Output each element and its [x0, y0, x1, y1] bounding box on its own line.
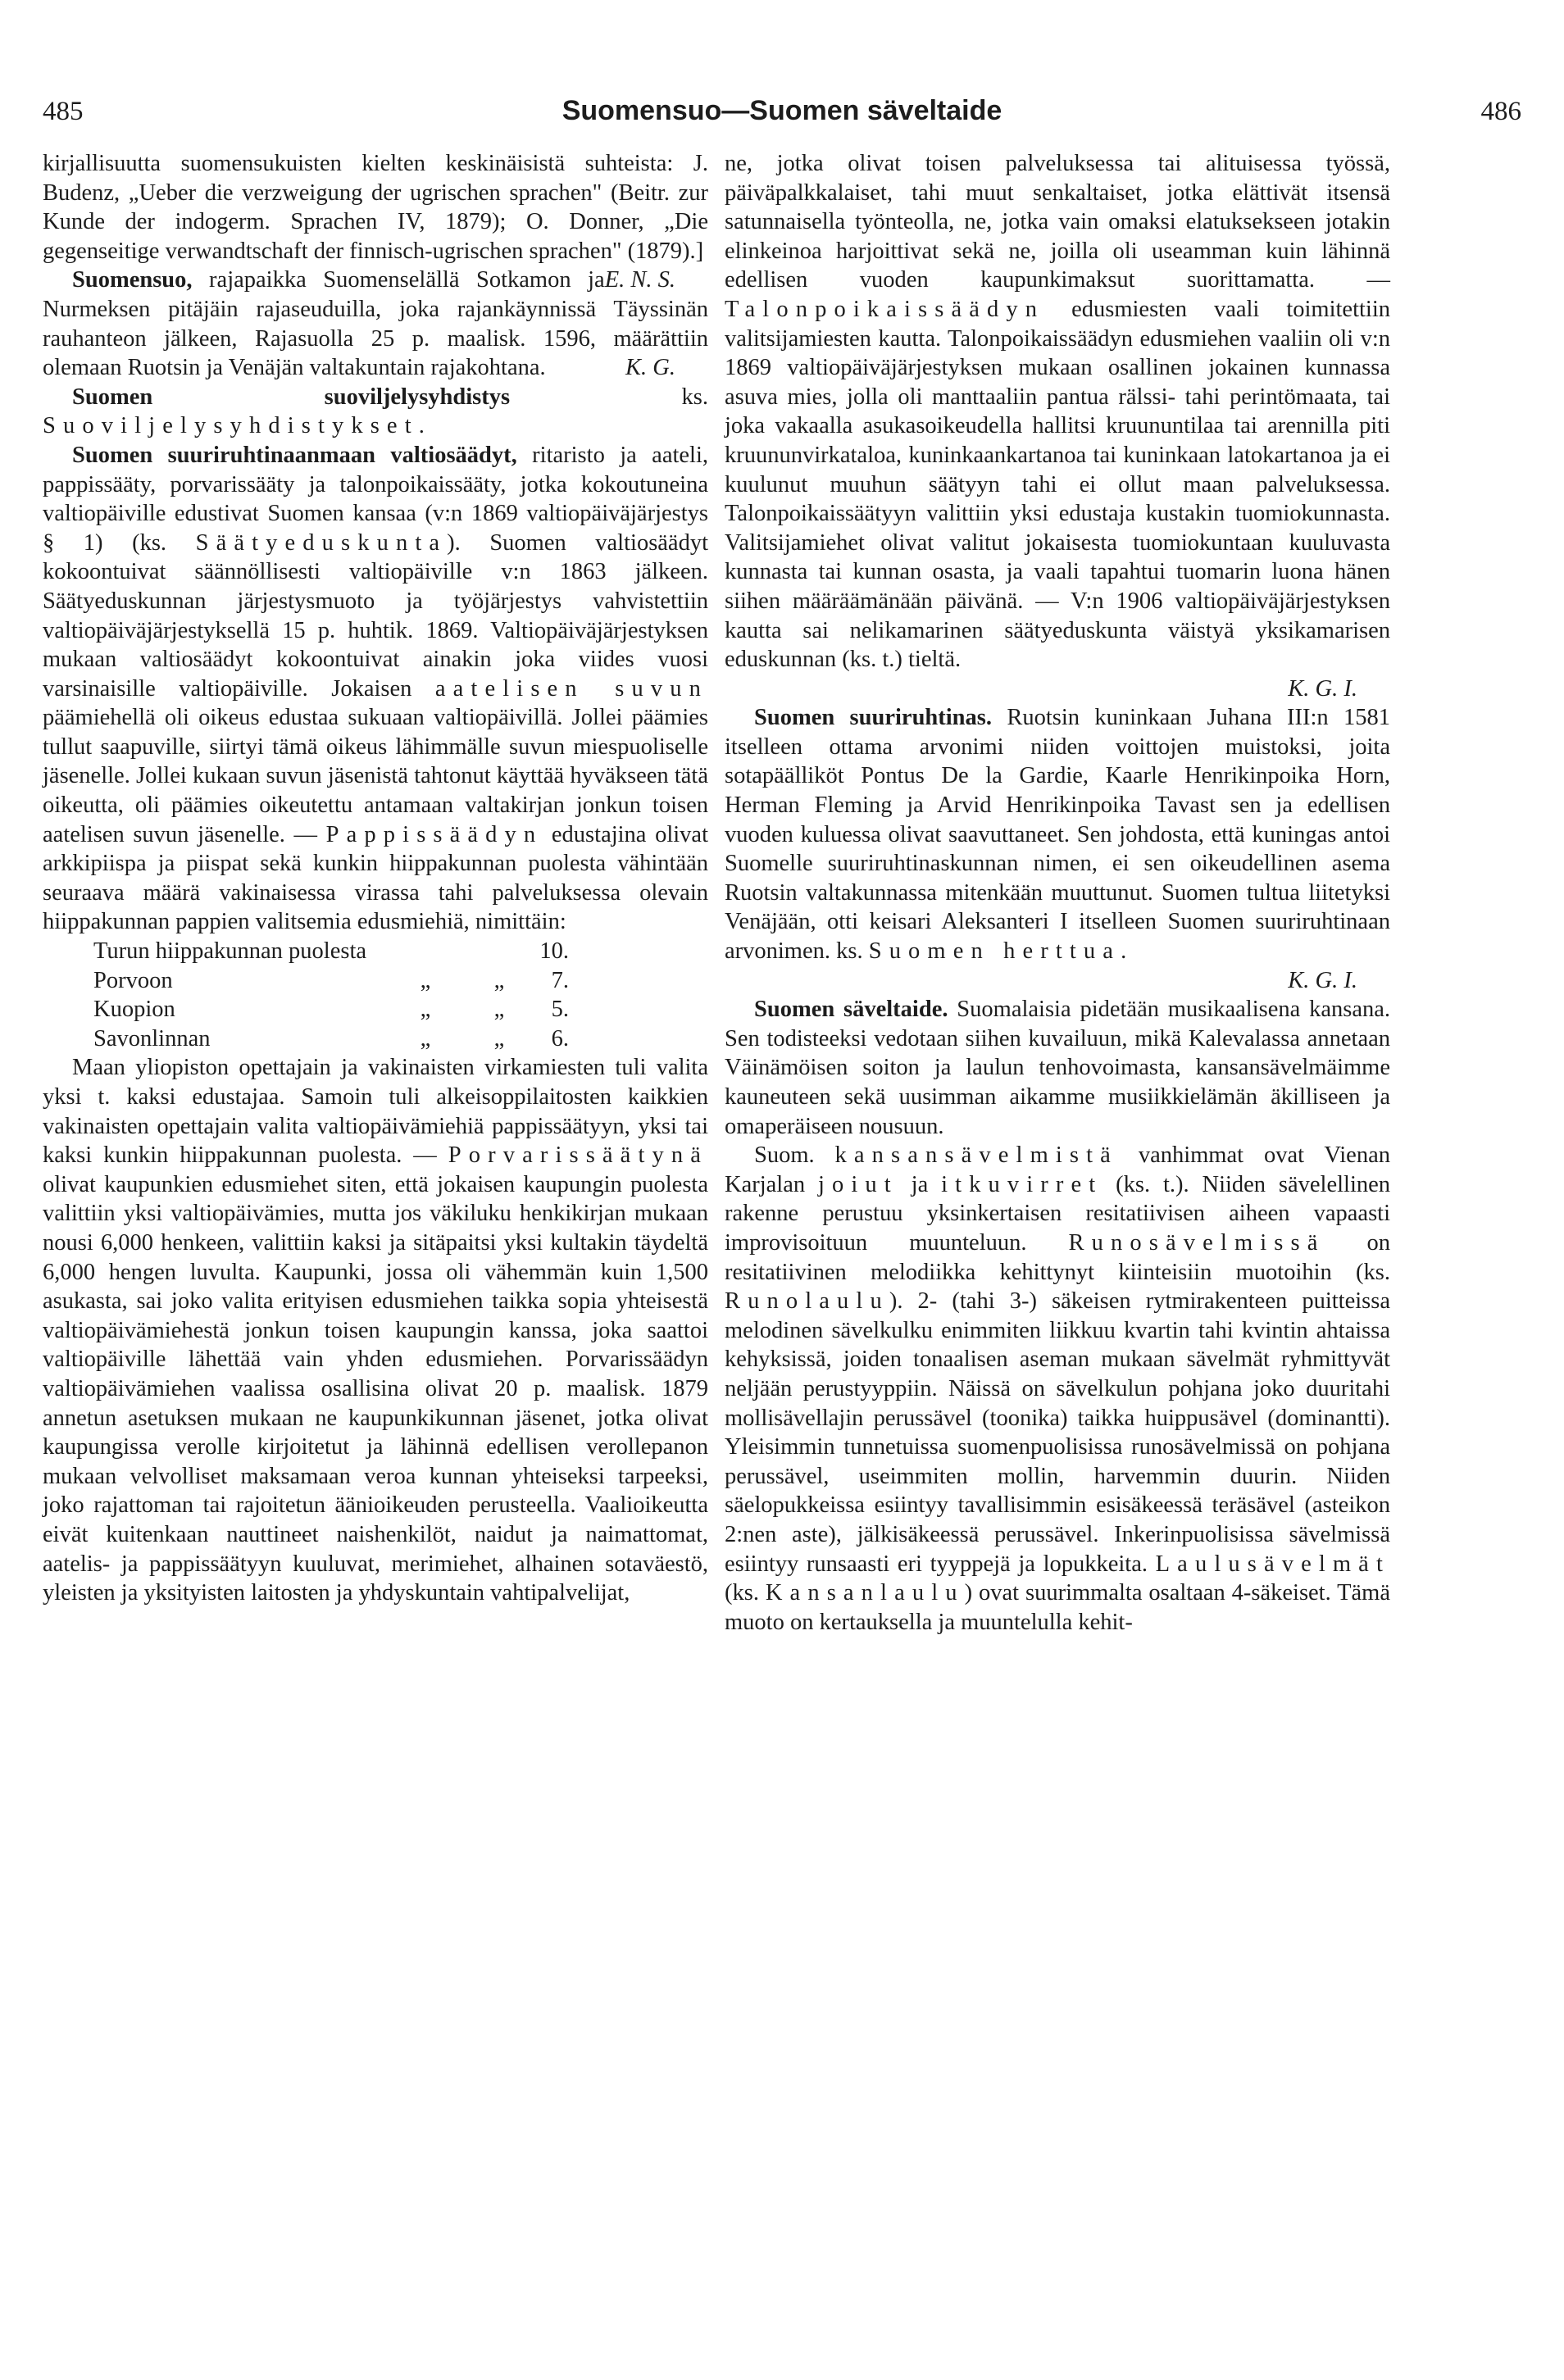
cross-reference: Säätyeduskunta	[195, 529, 448, 556]
entry-text: (ks. t.). Niiden sävelellinen rakenne perustuu yksinkertaisen resitatiivisen aiheen vapaasti improvisoituun muunteluun.	[725, 1171, 1391, 1256]
right-column	[725, 149, 1390, 1637]
spaced-term: joiut	[817, 1171, 898, 1197]
author-signature: E. N. S.	[604, 267, 675, 293]
entry-text: ) ovat suurimmalta osaltaan 4-säkeiset. Tämä muoto on kertauksella ja muuntelulla kehit-	[725, 1580, 1390, 1635]
author-signature: K. G.	[625, 355, 675, 381]
entry-suoviljelysyhdistys	[43, 383, 708, 441]
entry-text: ritaristo ja aateli, pappissääty, porvarissääty ja talonpoikaissääty, jotka kokoutuneina valtiopäiville edustivat Suomen kansaa (v:n 1869 valtiopäiväjärjestys § 1) (ks.	[43, 442, 708, 556]
spaced-term: itkuvirret	[941, 1171, 1103, 1197]
entry-text: edusmiesten vaali toimitettiin valitsijamiesten kautta. Talonpoikaissäädyn edusmiehen vaaliin oli v:n 1869 valtiopäiväjärjestyksen mukaan osallinen jokainen kunnassa asuva mies, jolla oli manttaaliin pantua rälssi- tahi perintömaata, tai joka vakaalla asukasoikeudella hallitsi kruununtilaa tai arennilla piti kruununvirkataloa, kuninkaankartanoa tai kuninkaan latokartanoa ja ei kuulunut muuhun säätyyn tahi ei ollut maan palveluksessa. Talonpoikaissäätyyn valittiin yksi edustaja kustakin tuomiokunnasta. Valitsijamiehet olivat valitut jokaisesta tuomiokuntaan kuuluvasta kunnasta tai kunnan osasta, ja vaali tapahtui tuomarin luona hänen siihen määräämänään päivänä. — V:n 1906 valtiopäiväjärjestyksen kautta sai nelikamarinen säätyeduskunta väistyä yksikamarisen eduskunnan (ks. t.) tieltä.	[725, 296, 1390, 673]
cross-reference: Kansanlaulu	[765, 1580, 965, 1606]
diocese-name: Kuopion	[93, 997, 175, 1023]
entry-text: ja	[898, 1171, 942, 1197]
entry-text: .	[1121, 938, 1127, 965]
cross-reference: Suoviljelysyhdistykset.	[43, 413, 432, 439]
diocese-count: 7.	[551, 967, 569, 993]
entry-text: ). Suomen valtiosäädyt kokoontuivat säännöllisesti valtiopäiville v:n 1863 jälkeen. Säätyeduskunnan järjestysmuoto ja työjärjestys vahvistettiin valtiopäiväjärjestyksellä 15 p. huhtik. 1869. Valtiopäiväjärjestyksen mukaan valtiosäädyt kokoontuivat ainakin joka viides vuosi varsinaisille valtiopäiville. Jokaisen	[43, 529, 708, 702]
entry-text: olivat kaupunkien edusmiehet siten, että jokaisen kaupungin puolesta valittiin yksi valtiopäivämies, mutta jos väkiluku henkikirjan mukaan nousi 6,000 henkeen, valittiin kaksi ja sitäpaitsi yksi kultakin täydeltä 6,000 hengen luvulta. Kaupunki, jossa oli vähemmän kuin 1,500 asukasta, sai joko valita erityisen edusmiehen taikka sopia yhteisestä valtiopäivämiehestä jonkun toisen kaupungin kanssa, joka saattoi valtiopäiville lähettää vain yhden edusmiehen. Porvarissäädyn valtiopäivämiehen vaalissa osallisina olivat 20 p. maalisk. 1879 annetun asetuksen mukaan ne kaupunkikunnan jäsenet, jotka olivat kaupungissa verolle kirjoitetut ja lähinnä edellisen verollepanon mukaan velvolliset maksamaan veroa kunnan yhteiseksi tarpeeksi, joko rajattoman tai rajoitetun äänioikeuden perusteella. Vaalioikeutta eivät kuitenkaan nauttineet naishenkilöt, naidut ja naimattomat, aatelis- ja pappissäätyyn kuuluvat, merimiehet, alhainen sotaväestö, yleisten ja yksityisten laitosten ja yhdyskuntain vahtipalvelijat,	[43, 1171, 708, 1606]
paragraph-text: kirjallisuutta suomensukuisten kielten keskinäisistä suhteista: J. Budenz, „Ueber die verzweigung der ugrischen sprachen" (Beitr. zur Kunde der indogerm. Sprachen IV, 1879); O. Donner, „Die gegenseitige verwandtschaft der finnisch-ugrischen sprachen" (1879).]	[43, 151, 708, 264]
entry-text: rajapaikka Suomenselällä Sotkamon ja Nurmeksen pitäjäin rajaseuduilla, joka rajankäynnissä Täyssinän rauhanteon jälkeen, Rajasuolla 25 p. maalisk. 1596, määrättiin olemaan Ruotsin ja Venäjän valtakuntain rajakohtana.	[43, 267, 708, 381]
entry-text: vanhimmat ovat Vienan Karjalan	[725, 1142, 1390, 1197]
entry-saveltaide	[725, 995, 1390, 1141]
cross-reference: Runolaulu	[725, 1288, 889, 1315]
diocese-name: Turun hiippakunnan puolesta	[93, 938, 367, 965]
entry-continued	[43, 1053, 708, 1607]
ditto-mark: „	[420, 1025, 431, 1051]
spaced-term: Runosävelmissä	[1068, 1229, 1325, 1256]
cross-reference: Suomen herttua	[868, 938, 1121, 965]
entry-paragraph	[725, 1141, 1390, 1637]
author-signature: K. G. I.	[1288, 675, 1357, 702]
ditto-mark: „	[420, 967, 431, 993]
entry-text: Maan yliopiston opettajain ja vakinaisten virkamiesten tuli valita yksi t. kaksi edustajaa. Samoin tuli alkeisoppilaitosten kaikkien vakinaisten opettajain valita valtiopäivämiehiä pappissäätyyn, yksi tai kaksi kunkin hiippakunnan puolesta. —	[43, 1055, 708, 1169]
entry-text: on resitatiivinen melodiikka kehittynyt kiinteisiin muotoihin (ks.	[725, 1229, 1391, 1285]
ditto-mark: „	[493, 997, 505, 1023]
entry-text: ). 2- (tahi 3-) säkeisen rytmirakenteen puitteissa melodinen sävelkulku enimmiten liikkuu kvartin tahi kvintin ahtaissa kehyksissä, joiden tonaalisen aseman mukaan sävelmät ryhmittyvät neljään perustyyppiin. Näissä on sävelkulun pohjana joko duuritahi mollisävellajin perussävel (toonika) taikka huippusävel (dominantti). Yleisimmin tunnetuissa suomenpuolisissa runosävelmissä on pohjana perussävel, useimmiten mollin, harvemmin duurin. Niiden säelopukkeissa esiintyy tavallisimmin esisäkeessä teräsävel (asteikon 2:nen aste), jälkisäkeessä perussävel. Inkerinpuolisissa sävelmissä esiintyy runsaasti eri tyyppejä ja lopukkeita.	[725, 1288, 1390, 1577]
entry-text: edustajina olivat arkkipiispa ja piispat sekä kunkin hiippakunnan puolesta vähintään seuraava määrä vakinaisessa virassa tahi palveluksessa olevain hiippakunnan pappien valitsemia edusmiehiä, nimittäin:	[43, 821, 708, 935]
page-number-right: 486	[1480, 97, 1521, 126]
spaced-term: Porvarissäätynä	[448, 1142, 708, 1169]
entry-text: Suomalaisia pidetään musikaalisena kansana. Sen todisteeksi vedotaan siihen kuvailuun, mikä Kalevalassa annetaan Väinämöisen soiton ja laulun tenhovoimasta, kansansävelmäimme kauneuteen sekä uusimman aikamme musiikkielämän äkilliseen ja omaperäiseen nousuun.	[725, 997, 1390, 1139]
entry-text: ne, jotka olivat toisen palveluksessa tai alituisessa työssä, päiväpalkkalaiset, tahi muut senkaltaiset, jotka elättivät itsensä satunnaisella työnteolla, ne, jotka vain omaksi elatuksekseen jotakin elinkeinoa harjoittivat sekä ne, joilla oli useamman kuin lähinnä edellisen vuoden kaupunkimaksut suorittamatta. —	[725, 151, 1390, 293]
page-number-left: 485	[43, 97, 84, 126]
ditto-mark: „	[493, 967, 505, 993]
entry-valtiosaadyt	[43, 441, 708, 937]
diocese-row	[93, 995, 569, 1024]
entry-headword: Suomen suuriruhtinas.	[754, 705, 992, 731]
entry-headword: Suomen suuriruhtinaanmaan valtiosäädyt,	[72, 442, 517, 468]
ditto-mark	[389, 937, 462, 966]
author-signature: K. G. I.	[1288, 967, 1357, 993]
entry-text: päämiehellä oli oikeus edustaa sukuaan valtiopäivillä. Jollei päämies tullut saapuville, siirtyi tämä oikeus lähimmälle suvun miespuoliselle jäsenelle. Jollei kukaan suvun jäsenistä tahtonut käyttää hyväkseen tätä oikeutta, oli päämies oikeutettu antamaan valtakirjan jonkun toisen aatelisen suvun jäsenelle. —	[43, 705, 708, 847]
entry-suuriruhtinas	[725, 703, 1390, 965]
entry-text: ks.	[510, 384, 708, 410]
spaced-term: Talonpoikaissäädyn	[725, 296, 1045, 322]
entry-text: Ruotsin kuninkaan Juhana III:n 1581 itselleen ottama arvonimi niiden voittojen muistoksi, joita sotapäälliköt Pontus De la Gardie, Kaarle Henrikinpoika Horn, Herman Fleming ja Arvid Henrikinpoika Tavast sen ja edellisen vuoden kuluessa olivat saavuttaneet. Sen johdosta, että kuningas antoi Suomelle suuriruhtinaskunnan nimen, ei sen oikeudellinen asema Ruotsin valtakunnassa mitenkään muuttunut. Suomen tultua liitetyksi Venäjään, otti keisari Aleksanteri I itselleen Suomen suuriruhtinaan arvonimen. ks.	[725, 705, 1390, 965]
diocese-row	[93, 1024, 569, 1054]
diocese-name: Porvoon	[93, 967, 173, 993]
diocese-row	[93, 966, 569, 996]
running-title: Suomensuo—Suomen säveltaide	[561, 95, 1003, 126]
diocese-table	[93, 937, 569, 1053]
diocese-count: 10.	[539, 938, 569, 965]
spaced-term: Pappissäädyn	[325, 821, 543, 847]
entry-text: (ks.	[725, 1580, 766, 1606]
entry-headword: Suomen säveltaide.	[754, 997, 948, 1023]
ditto-mark: „	[420, 997, 431, 1023]
spaced-term: kansansävelmistä	[834, 1142, 1118, 1169]
entry-continued	[725, 149, 1390, 674]
page-header	[43, 97, 1521, 138]
diocese-count: 6.	[551, 1025, 569, 1051]
spaced-term: aatelisen suvun	[434, 675, 708, 702]
spaced-term: Laulusävelmät	[1155, 1551, 1390, 1577]
entry-headword: Suomen suoviljelysyhdistys	[72, 384, 511, 410]
left-column	[43, 149, 708, 1608]
diocese-row	[93, 937, 569, 966]
ditto-mark	[462, 937, 536, 966]
entry-headword: Suomensuo,	[72, 267, 193, 293]
ditto-mark: „	[493, 1025, 505, 1051]
diocese-count: 5.	[551, 997, 569, 1023]
diocese-name: Savonlinnan	[93, 1025, 211, 1051]
entry-text: Suom.	[754, 1142, 835, 1169]
